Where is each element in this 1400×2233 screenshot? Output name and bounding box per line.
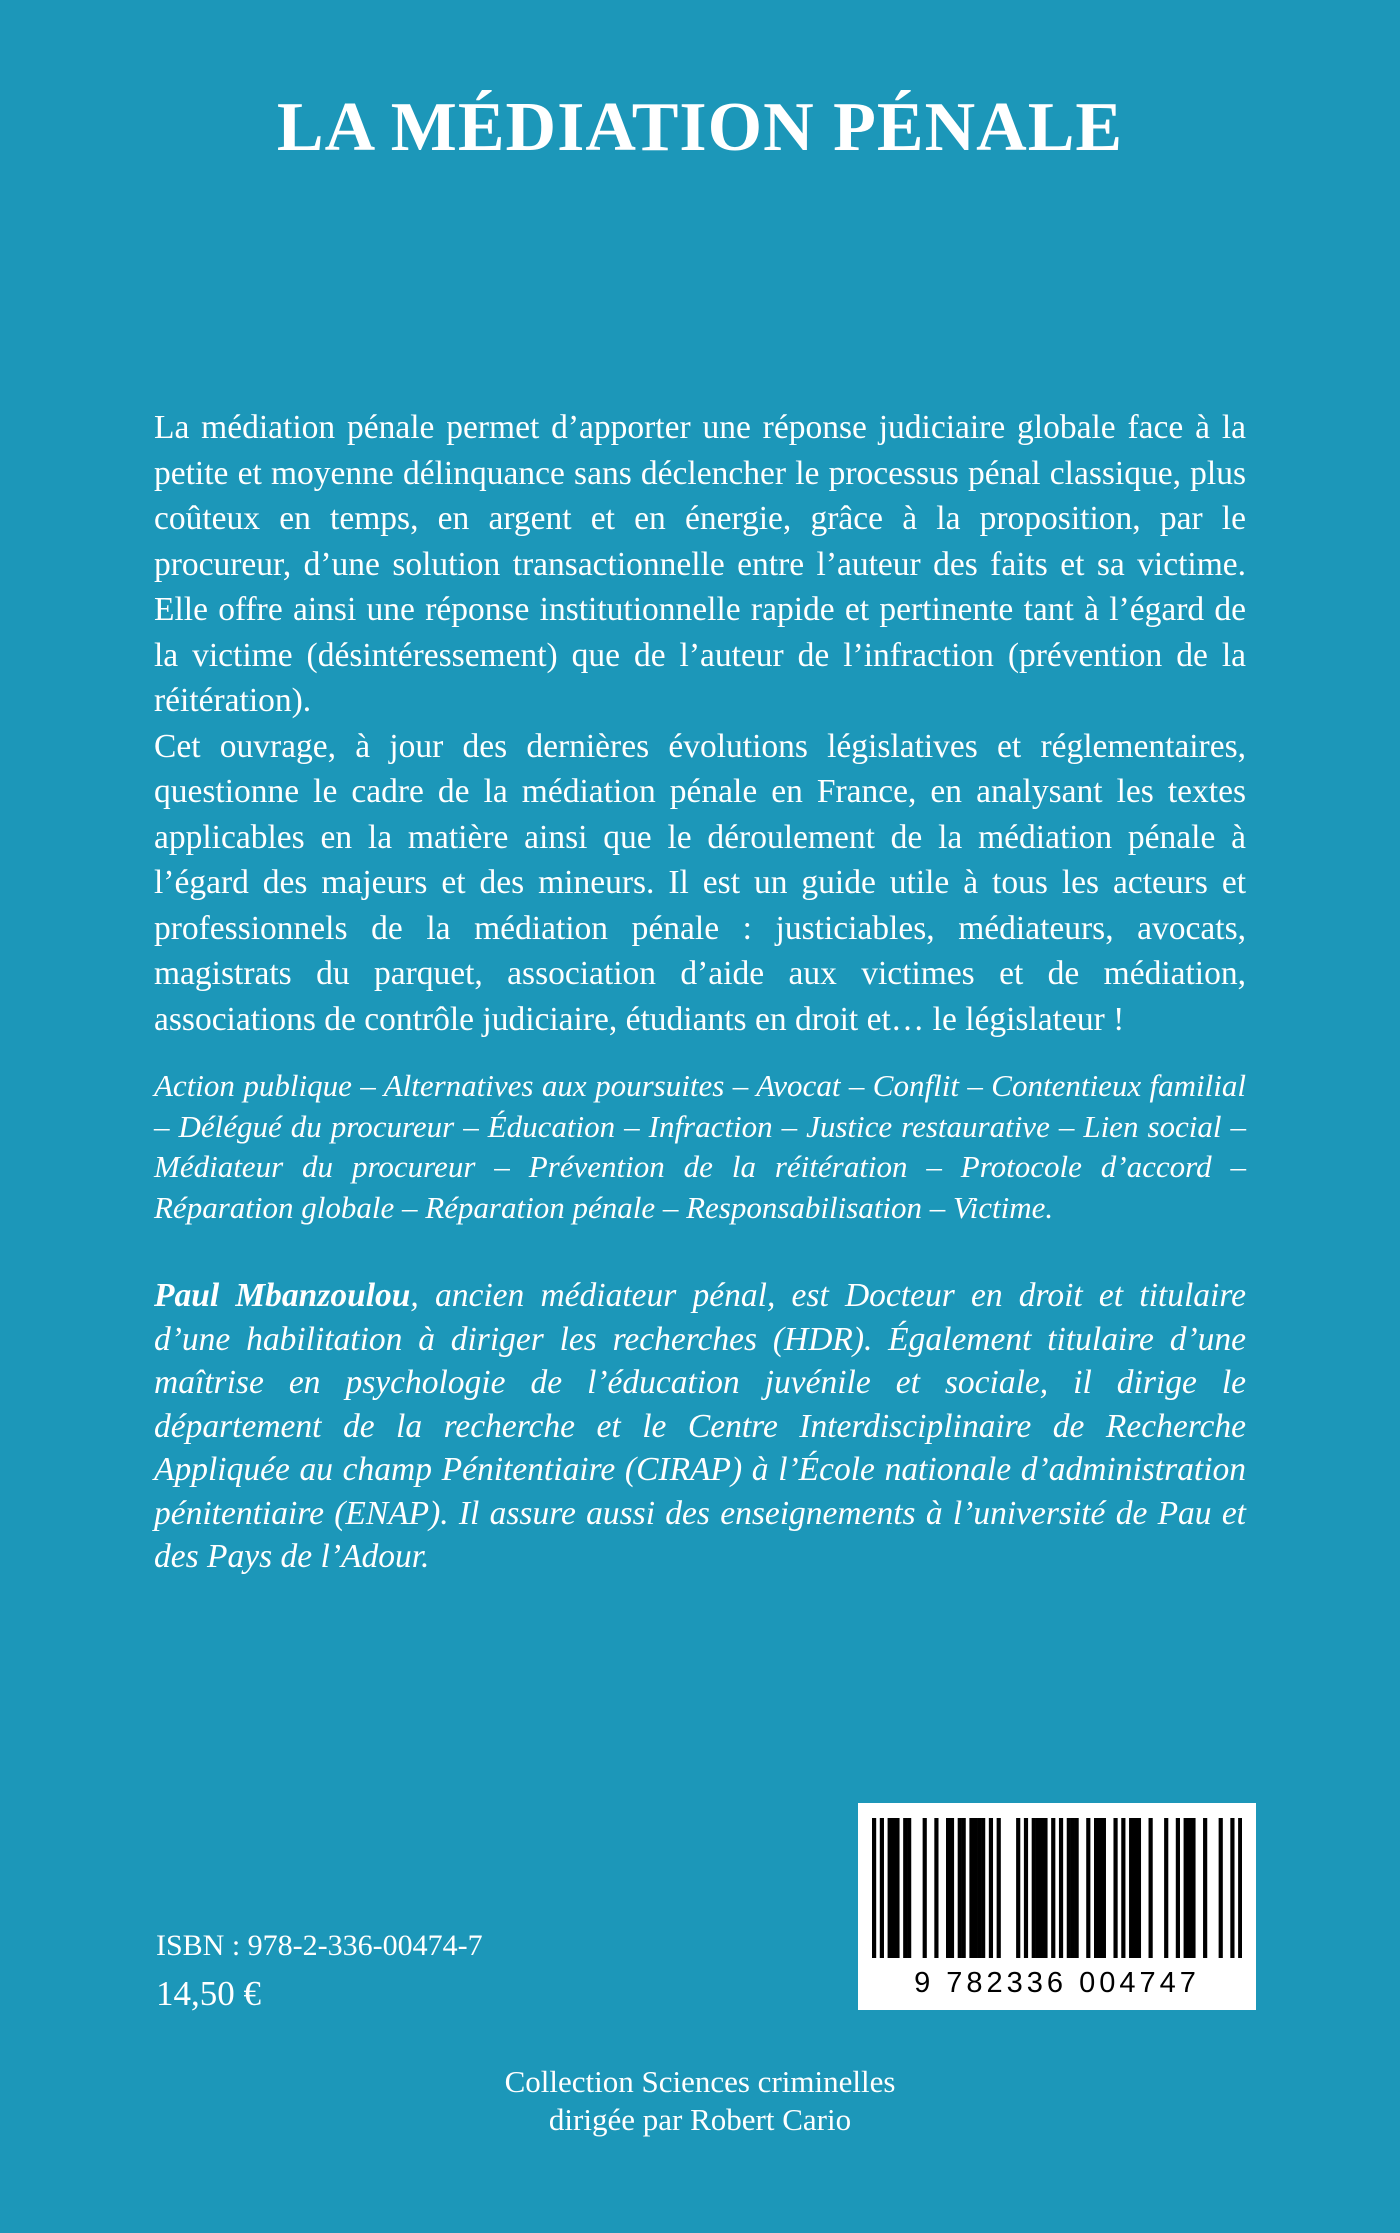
- barcode-bar: [907, 1818, 911, 1958]
- author-name: Paul Mbanzoulou: [154, 1277, 411, 1314]
- barcode-bar: [1203, 1818, 1207, 1958]
- author-bio-text: , ancien médiateur pénal, est Docteur en droit et titulaire d’une habilitation à diriger les recherches (HDR). Également titulaire d’une maîtrise en psychologie de l’éducation juvénile et sociale, il dirige le département de la recherche et le Centre Interdisciplinaire de Recherche Appliquée au champ Pénitentiaire (CIRAP) à l’École nationale d’administration pénitentiaire (ENAP). Il assure aussi des enseignements à l’université de Pau et des Pays de l’Adour.: [154, 1277, 1246, 1575]
- barcode-bar: [888, 1818, 892, 1958]
- barcode-bar: [872, 1818, 876, 1958]
- barcode-bar: [1071, 1818, 1075, 1958]
- barcode-bar: [973, 1818, 977, 1958]
- barcode-bar: [1191, 1818, 1195, 1958]
- barcode-bar: [1219, 1818, 1223, 1958]
- barcode-bar: [981, 1818, 985, 1958]
- barcode-bar: [969, 1818, 973, 1958]
- barcode-bar: [895, 1818, 899, 1958]
- barcode-digits: 9 782336 004747: [914, 1967, 1200, 1999]
- keywords-list: Action publique – Alternatives aux poursuites – Avocat – Conflit – Contentieux familial – Délégué du procureur – Éducation – Infraction – Justice restaurative – Lien social – Médiateur du procureur – Prévention de la réitération – Protocole d’accord – Réparation globale – Réparation pénale – Responsabilisation – Victime.: [154, 1068, 1246, 1225]
- barcode-bar: [1184, 1818, 1188, 1958]
- barcode-bar: [1075, 1818, 1079, 1958]
- barcode-bar: [1032, 1818, 1036, 1958]
- barcode-bar: [958, 1818, 962, 1958]
- barcode-bar: [946, 1818, 950, 1958]
- collection-name: Collection Sciences criminelles: [504, 2064, 896, 2099]
- barcode-bar: [997, 1818, 1001, 1958]
- barcode-bar: [1086, 1818, 1090, 1958]
- barcode-bar: [903, 1818, 907, 1958]
- barcode-bar: [1164, 1818, 1168, 1958]
- barcode-bar: [989, 1818, 993, 1958]
- barcode-bar: [1238, 1818, 1242, 1958]
- barcode-bar: [1024, 1818, 1028, 1958]
- barcode-bars: [872, 1818, 1242, 1958]
- barcode-bar: [1230, 1818, 1234, 1958]
- book-title: LA MÉDIATION PÉNALE: [276, 89, 1124, 166]
- summary-paragraph-1: La médiation pénale permet d’apporter une réponse judiciaire globale face à la petite et moyenne délinquance sans déclencher le processus pénal classique, plus coûteux en temps, en argent et en énergie, grâce à la proposition, par le procureur, d’une solution transactionnelle entre l’auteur des faits et sa victime. Elle offre ainsi une réponse institutionnelle rapide et pertinente tant à l’égard de la victime (désintéressement) que de l’auteur de l’infraction (prévention de la réitération).: [154, 409, 1246, 719]
- barcode-bar: [1036, 1818, 1040, 1958]
- barcode-bar: [1187, 1818, 1191, 1958]
- barcode-bar: [1067, 1818, 1071, 1958]
- isbn-label: ISBN : 978-2-336-00474-7: [156, 1929, 483, 1962]
- barcode-bar: [1137, 1818, 1141, 1958]
- barcode-bar: [1149, 1818, 1153, 1958]
- barcode-bar: [880, 1818, 884, 1958]
- barcode-bar: [1098, 1818, 1102, 1958]
- barcode-bar: [1102, 1818, 1106, 1958]
- barcode-bar: [1133, 1818, 1137, 1958]
- barcode-bar: [1129, 1818, 1133, 1958]
- barcode-bar: [1051, 1818, 1055, 1958]
- barcode-bar: [950, 1818, 954, 1958]
- collection-director: dirigée par Robert Cario: [548, 2102, 852, 2137]
- barcode-bar: [1016, 1818, 1020, 1958]
- barcode-bar: [1121, 1818, 1125, 1958]
- author-bio: [154, 1274, 1246, 1579]
- barcode-bar: [1039, 1818, 1043, 1958]
- summary-paragraph-2: Cet ouvrage, à jour des dernières évolutions législatives et réglementaires, questionne le cadre de la médiation pénale en France, en analysant les textes applicables en la matière ainsi que le déroulement de la médiation pénale à l’égard des majeurs et des mineurs. Il est un guide utile à tous les acteurs et professionnels de la médiation pénale : justiciables, médiateurs, avocats, magistrats du parquet, association d’aide aux victimes et de médiation, associations de contrôle judiciaire, étudiants en droit et… le législateur !: [154, 727, 1246, 1038]
- barcode-bar: [1094, 1818, 1098, 1958]
- price-label: 14,50 €: [156, 1974, 261, 2013]
- barcode-bar: [1176, 1818, 1180, 1958]
- barcode: [858, 1803, 1256, 2010]
- summary-text: [154, 405, 1246, 1042]
- barcode-bar: [962, 1818, 966, 1958]
- collection-info: [0, 2063, 1400, 2139]
- barcode-bar: [1113, 1818, 1117, 1958]
- barcode-bar: [934, 1818, 938, 1958]
- barcode-bar: [1059, 1818, 1063, 1958]
- barcode-bar: [923, 1818, 927, 1958]
- barcode-bar: [891, 1818, 895, 1958]
- barcode-bar: [1043, 1818, 1047, 1958]
- barcode-bar: [977, 1818, 981, 1958]
